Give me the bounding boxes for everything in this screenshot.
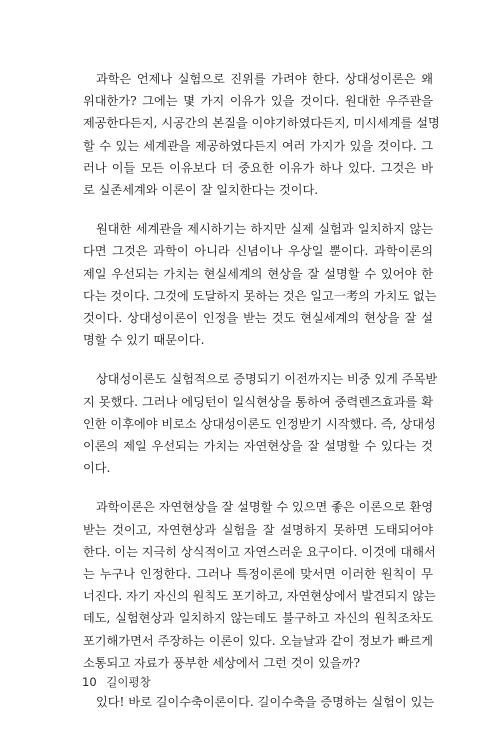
text-line: 과학은 언제나 실험으로 진위를 가려야 한다. 상대성이론은 왜 [96,72,433,86]
text-line: 다면 그것은 과학이 아니라 신념이나 우상일 뿐이다. 과학이론의 [83,244,433,259]
text-line: 너진다. 자기 자신의 원칙도 포기하고, 자연현상에서 발견되지 않는 [83,589,436,604]
page-number: 10 [82,675,97,689]
paragraph-1 [83,68,440,201]
running-title: 길이평창 [106,675,151,689]
text-line: 원대한 세계관을 제시하기는 하지만 실제 실험과 일치하지 않는 [96,222,433,237]
text-line: 위대한가? 그에는 몇 가지 이유가 있을 것이다. 원대한 우주관을 [83,94,433,109]
text-line: 이다. [83,461,111,476]
text-line: 과학이론은 자연현상을 잘 설명할 수 있으면 좋은 이론으로 환영 [96,500,434,515]
paragraph-3 [83,368,438,479]
paragraph-4 [83,496,436,674]
text-line: 상대성이론도 실험적으로 증명되기 이전까지는 비중 있게 주목받 [96,372,438,387]
text-line: 는 누구나 인정한다. 그러나 특정이론에 맞서면 이러한 원칙이 무 [83,567,433,582]
paragraph-2 [83,218,437,351]
text-line: 포기해가면서 주장하는 이론이 있다. 오늘날과 같이 정보가 빠르게 [83,633,433,648]
text-line: 인한 이후에야 비로소 상대성이론도 인정받기 시작했다. 즉, 상대성 [83,416,436,431]
text-line: 있다! 바로 길이수축이론이다. 길이수축을 증명하는 실험이 있는 [96,695,435,710]
text-line: 소통되고 자료가 풍부한 세상에서 그런 것이 있을까? [83,655,361,670]
text-line: 제공한다든지, 시공간의 본질을 이야기하였다든지, 미시세계를 설명 [83,116,440,131]
text-line: 한다. 이는 지극히 상식적이고 자연스러운 요구이다. 이것에 대해서 [83,544,436,559]
text-line: 다는 것이다. 그것에 도달하지 못하는 것은 일고一考의 가치도 없는 [83,288,437,303]
text-line: 받는 것이고, 자연현상과 실험을 잘 설명하지 못하면 도태되어야 [83,522,433,537]
body-text [83,68,440,730]
text-line: 러나 이들 모든 이유보다 더 중요한 이유가 하나 있다. 그것은 바 [83,160,433,175]
text-line: 것이다. 상대성이론이 인정을 받는 것도 현실세계의 현상을 잘 설 [83,311,433,326]
paragraph-5 [83,691,433,713]
text-line: 지 못했다. 그러나 에딩턴이 일식현상을 통하여 중력렌즈효과를 확 [83,394,433,409]
text-line: 데도, 실험현상과 일치하지 않는데도 불구하고 자신의 원칙조차도 [83,611,433,626]
text-line: 할 수 있는 세계관을 제공하였다든지 여러 가지가 있을 것이다. 그 [83,138,433,153]
text-line: 이론의 제일 우선되는 가치는 자연현상을 잘 설명할 수 있다는 것 [83,439,433,454]
text-line: 로 실존세계와 이론이 잘 일치한다는 것이다. [83,183,319,198]
text-line: 명할 수 있기 때문이다. [83,333,205,348]
page-footer [82,674,151,690]
text-line: 제일 우선되는 가치는 현실세계의 현상을 잘 설명할 수 있어야 한 [83,266,433,281]
